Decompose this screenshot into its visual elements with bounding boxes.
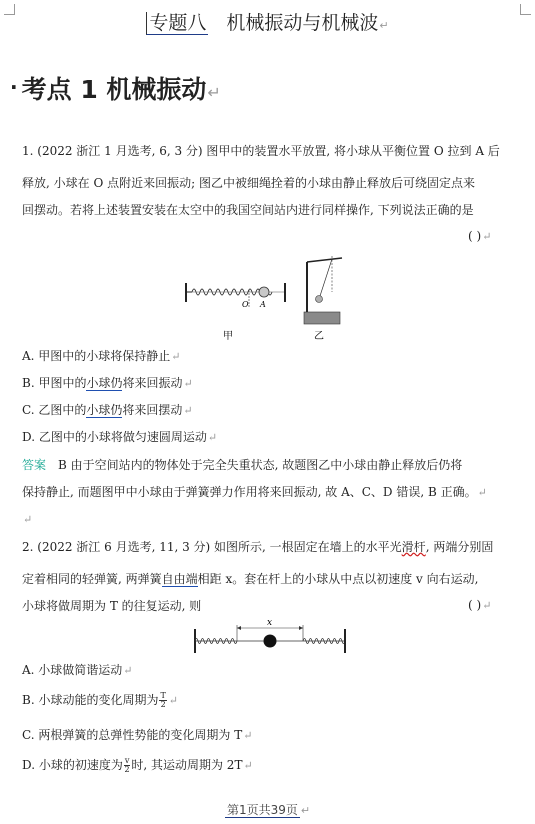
label-O: O (242, 300, 249, 309)
q2-paren: ( ) (468, 598, 482, 612)
q2-line1: 2. (2022 浙江 6 月选考, 11, 3 分) 如图所示, 一根固定在墙上的水平光滑杆, 两端分别固 (22, 540, 494, 554)
q1-option-c: C. 乙图中的小球仍将来回摆动↵ (22, 403, 193, 417)
q2-option-b: B. 小球动能的变化周期为 $\frac{T}{2}$ ↵ (22, 691, 179, 709)
q1-answer-line1: 答案 B 由于空间站内的物体处于完全失重状态, 故题图乙中小球由静止释放后仍将 (22, 458, 463, 472)
q2-line3: 小球将做周期为 T 的往复运动, 则 (22, 599, 202, 613)
q2-answer-blank: ( )↵ (468, 598, 492, 612)
bullet-dot: · (10, 75, 18, 99)
q1-option-a: A. 甲图中的小球将保持静止↵ (22, 349, 181, 363)
pendulum-string (320, 259, 332, 296)
q2-line2: 定着相同的轻弹簧, 两弹簧自由端相距 x。套在杆上的小球从中点以初速度 v 向右运动, (22, 572, 479, 586)
label-jia: 甲 (223, 331, 233, 342)
q1-answer-line2: 保持静止, 而题图甲中小球由于弹簧弹力作用将来回振动, 故 A、C、D 错误, B 正确。↵ (22, 485, 487, 499)
q1-answer-blank: ( )↵ (468, 229, 492, 243)
q1-option-d: D. 乙图中的小球将做匀速圆周运动↵ (22, 430, 218, 444)
section-heading (10, 70, 221, 106)
q2-figure (190, 615, 350, 661)
header-part2: 机械振动与机械波 (226, 12, 379, 34)
q2-option-a: A. 小球做简谐运动↵ (22, 663, 133, 677)
q2-option-d: D. 小球的初速度为 $\frac{v}{2}$ 时, 其运动周期为 2T↵ (22, 756, 253, 774)
q1-paren: ( ) (468, 229, 482, 243)
q1-figure (180, 250, 355, 346)
page-number: 第1页共39页 (226, 803, 298, 817)
left-spring (195, 639, 237, 644)
pendulum-ball (316, 296, 323, 303)
label-x: x (267, 618, 273, 628)
stand-arm (307, 258, 342, 262)
section-title: 考点 1 机械振动 (21, 75, 207, 104)
q2-ball (264, 635, 277, 648)
page-footer: 第1页共39页 ↵ (226, 803, 311, 817)
header-part1: 专题八 (146, 12, 208, 35)
empty-paragraph: ↵ (23, 513, 33, 526)
return-mark: ↵ (207, 83, 221, 102)
label-A: A (260, 300, 266, 309)
right-spring (303, 639, 345, 644)
label-yi: 乙 (314, 331, 324, 342)
fraction-T-over-2: $\frac{T}{2}$ (160, 691, 166, 709)
q1-line2: 释放, 小球在 O 点附近来回振动; 图乙中被细绳拴着的小球由静止释放后可绕固定点来 (22, 176, 475, 190)
return-mark: ↵ (379, 19, 389, 32)
stand-base (304, 312, 340, 324)
q2-option-c: C. 两根弹簧的总弹性势能的变化周期为 T↵ (22, 728, 253, 742)
fraction-v-over-2: $\frac{v}{2}$ (124, 756, 130, 774)
document-header (0, 8, 535, 35)
q1-line1: 1. (2022 浙江 1 月选考, 6, 3 分) 图甲中的装置水平放置, 将小球从平衡位置 O 拉到 A 后 (22, 144, 500, 158)
q1-option-b: B. 甲图中的小球仍将来回振动↵ (22, 376, 193, 390)
answer-label: 答案 (22, 458, 47, 472)
q1-line3: 回摆动。若将上述装置安装在太空中的我国空间站内进行同样操作, 下列说法正确的是 (22, 203, 474, 217)
spring-ball (259, 287, 269, 297)
